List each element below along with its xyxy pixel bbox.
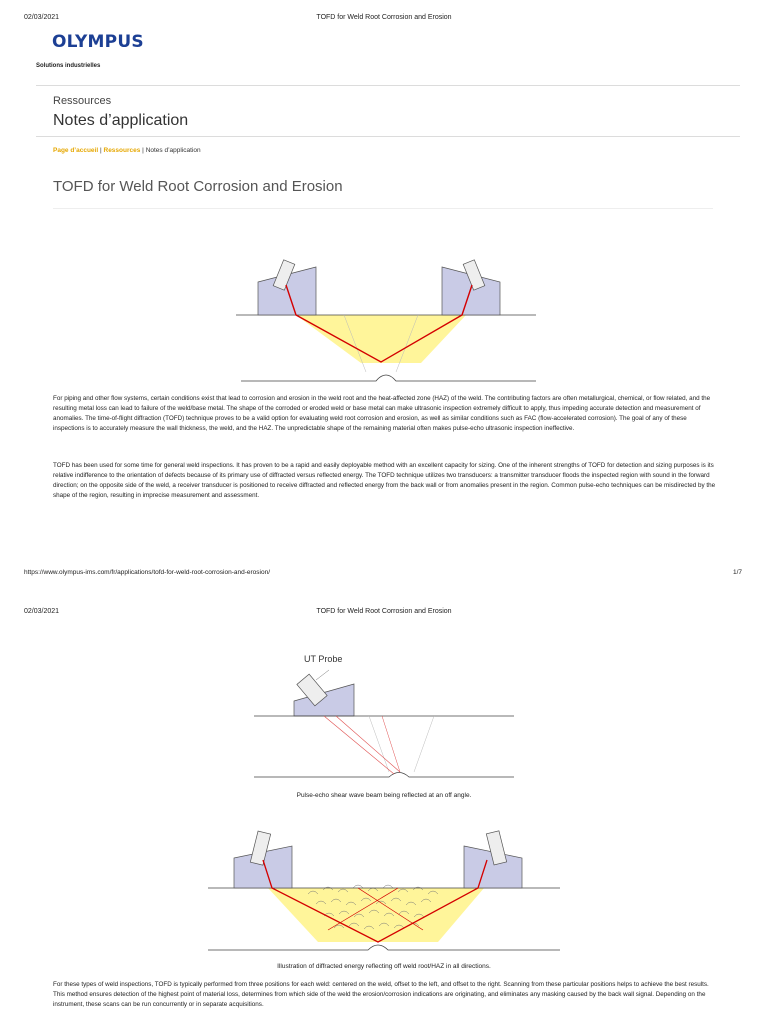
title-divider <box>53 208 713 209</box>
pulse-echo-diagram <box>254 664 514 784</box>
part-back-wall <box>254 773 514 778</box>
reflected-ray <box>382 716 400 772</box>
ut-probe-label: UT Probe <box>304 654 343 664</box>
beam-ray <box>336 716 400 772</box>
print-date: 02/03/2021 <box>24 14 60 21</box>
brand-tagline: Solutions industrielles <box>36 63 101 69</box>
print-doc-title: TOFD for Weld Root Corrosion and Erosion <box>316 14 452 21</box>
breadcrumb <box>53 147 201 154</box>
leader-line <box>316 670 329 680</box>
paragraph-2: TOFD has been used for some time for general weld inspections. It has proven to be a rapid and easily deployable method with an excellent capacity for sizing. One of the inherent strengths of TOFD for detection and sizing purposes is its relative indifference to the orientation of defects because of its primary use of diffracted versus reflected energy. The TOFD technique utilizes two transducers: a transmitter transducer floods the inspected region with sound in the forward direction; on the opposite side of the weld, a receiver transducer is positioned to receive diffracted and reflected energy from the back wall or from anomalies present in the region. Common pulse-echo techniques can be misdirected by the shape of the region, resulting in imprecise measurement and assessment. <box>53 462 716 499</box>
header-divider <box>36 85 740 86</box>
breadcrumb-home-link[interactable]: Page d’accueil <box>53 147 99 154</box>
diffraction-diagram <box>208 830 560 956</box>
breadcrumb-current: Notes d’application <box>145 147 201 154</box>
beam-ray <box>324 716 394 774</box>
figure-caption-2: Illustration of diffracted energy reflecting off weld root/HAZ in all directions. <box>277 963 491 970</box>
footer-page-number: 1/7 <box>733 569 743 576</box>
paragraph-3: For these types of weld inspections, TOFD is typically performed from three positions for each weld: centered on the weld, offset to the left, and offset to the right. Scanning from these particular positions helps to achieve the best results. This method ensures detection of the highest point of material loss, determines from which side of the weld the erosion/corrosion indications are originating, and eliminates any masking caused by the back wall signal. Depending on the instrument, these scans can be run concurrently or in separate acquisitions. <box>53 981 709 1008</box>
tofd-setup-diagram <box>236 258 536 388</box>
print-date: 02/03/2021 <box>24 608 60 615</box>
breadcrumb-separator: | <box>142 147 144 154</box>
beam-coverage <box>296 315 466 363</box>
article-title: TOFD for Weld Root Corrosion and Erosion <box>53 178 343 195</box>
weld-profile <box>369 716 434 772</box>
part-back-wall <box>208 945 560 950</box>
print-doc-title: TOFD for Weld Root Corrosion and Erosion <box>316 608 452 615</box>
olympus-logo[interactable]: OLYMPUS <box>52 32 144 52</box>
paragraph-1: For piping and other flow systems, certain conditions exist that lead to corrosion and erosion in the weld root and the heat-affected zone (HAZ) of the weld. The contributing factors are often metallurgical, chemical, or flow related, and the resulting metal loss can lead to failure of the weld/base metal. The shape of the corroded or eroded weld or base metal can make ultrasonic inspection extremely difficult to apply, thus impeding accurate detection and measurement of anomalies. The time-of-flight diffraction (TOFD) technique proves to be a valid option for evaluating weld root corrosion and erosion, as well as similar conditions such as FAC (flow-accelerated corrosion). The goal of any of these inspections is to accurately measure the wall thickness, the weld, and the HAZ. The unpredictable shape of the remaining material often makes pulse-echo ultrasonic inspection ineffective. <box>53 395 711 432</box>
breadcrumb-separator: | <box>99 147 102 154</box>
footer-url[interactable]: https://www.olympus-ims.com/fr/applications/tofd-for-weld-root-corrosion-and-erosion/ <box>24 569 271 576</box>
section-divider <box>36 136 740 137</box>
section-label: Ressources <box>53 95 112 107</box>
part-back-wall <box>241 375 536 381</box>
breadcrumb-resources-link[interactable]: Ressources <box>103 147 141 154</box>
beam-coverage <box>268 888 484 942</box>
figure-caption-1: Pulse-echo shear wave beam being reflected at an off angle. <box>296 792 472 799</box>
section-heading: Notes d’application <box>53 112 189 129</box>
